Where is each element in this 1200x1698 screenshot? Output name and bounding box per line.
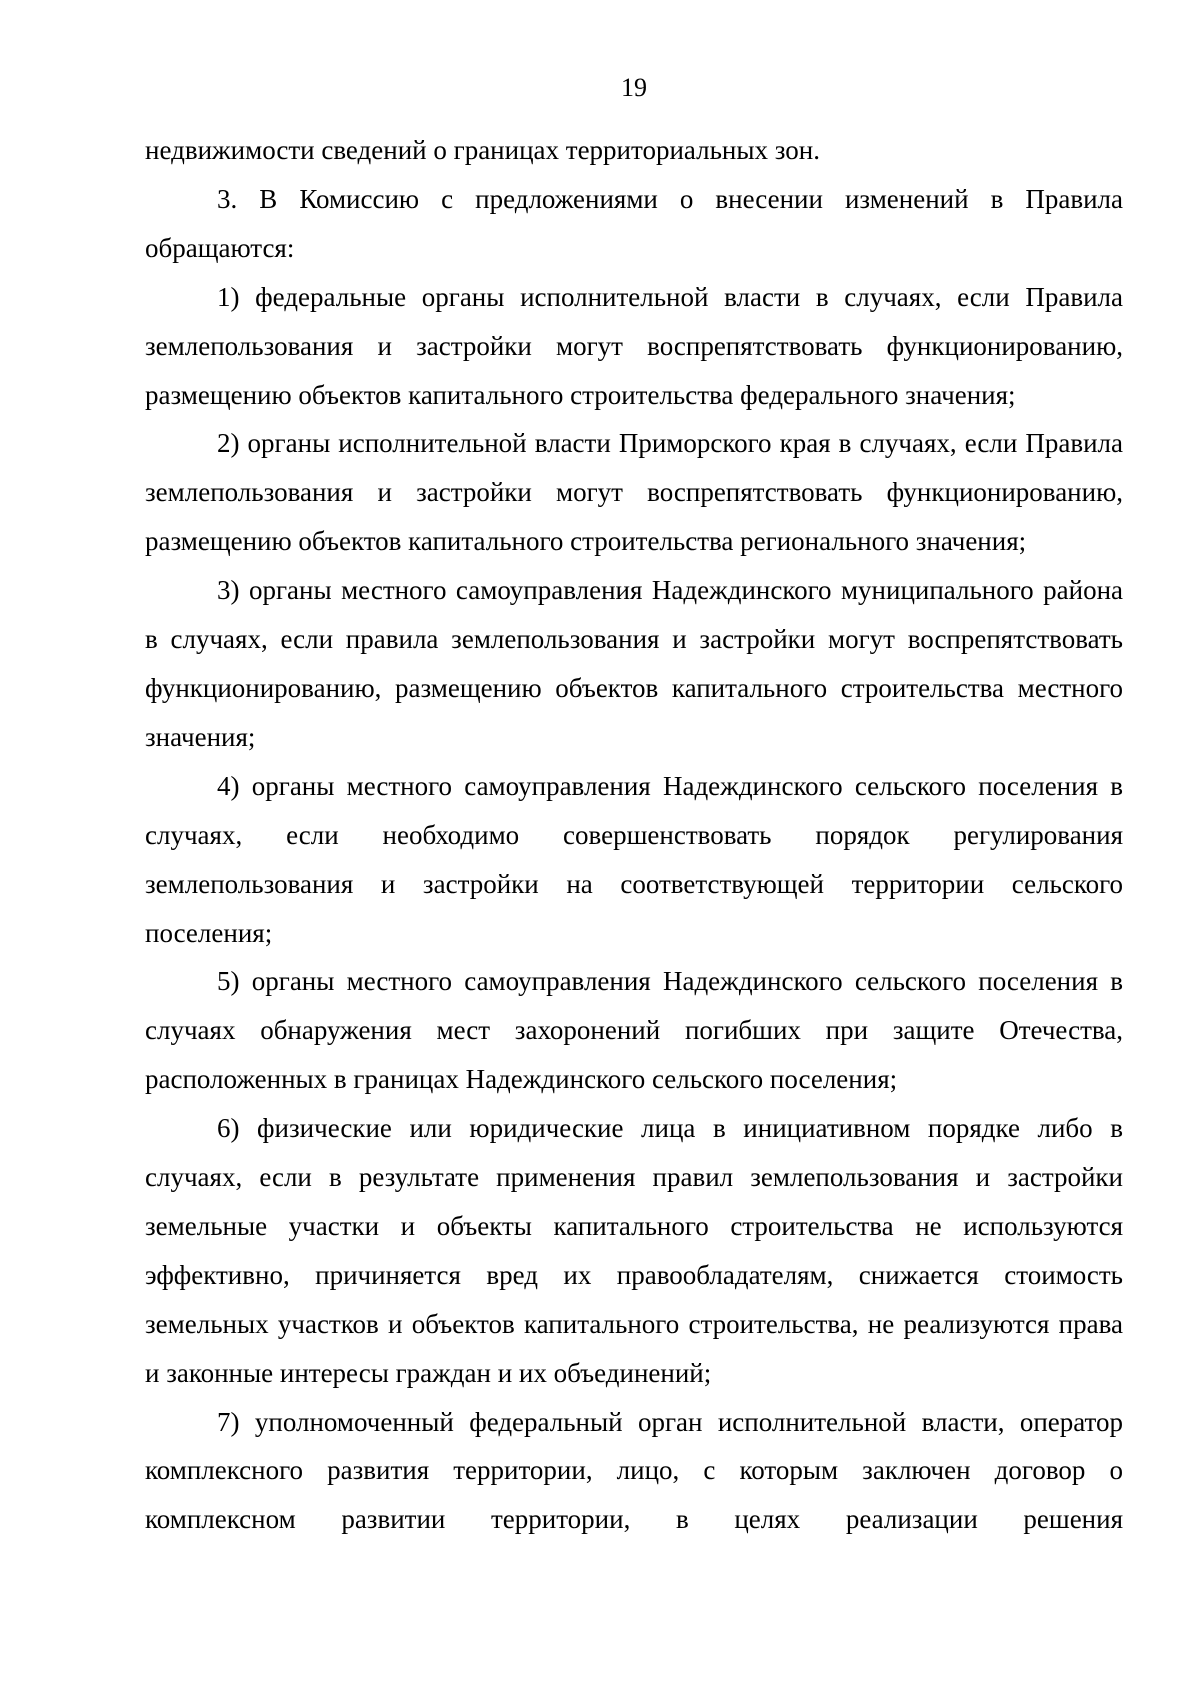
list-item-4: 4) органы местного самоуправления Надеждинского сельского поселения в случаях, если необходимо совершенствовать порядок регулирования землепользования и застройки на соответствующей территории сельского поселения; bbox=[145, 770, 1123, 948]
paragraph-item-3: 3. В Комиссию с предложениями о внесении изменений в Правила обращаются: bbox=[145, 183, 1123, 263]
paragraph-continuation: недвижимости сведений о границах территориальных зон. bbox=[145, 135, 820, 165]
list-item-3: 3) органы местного самоуправления Надеждинского муниципального района в случаях, если правила землепользования и застройки могут воспрепятствовать функционированию, размещению объектов капитального строительства местного значения; bbox=[145, 575, 1123, 752]
list-item-2: 2) органы исполнительной власти Приморского края в случаях, если Правила землепользования и застройки могут воспрепятствовать функционированию, размещению объектов капитального строительства регионального значения; bbox=[145, 428, 1123, 557]
list-item-7: 7) уполномоченный федеральный орган исполнительной власти, оператор комплексного развития территории, лицо, с которым заключен договор о комплексном развитии территории, в целях реализации решения bbox=[145, 1406, 1123, 1535]
list-item-1: 1) федеральные органы исполнительной власти в случаях, если Правила землепользования и застройки могут воспрепятствовать функционированию, размещению объектов капитального строительства федерального значения; bbox=[145, 281, 1123, 410]
list-item-6: 6) физические или юридические лица в инициативном порядке либо в случаях, если в результате применения правил землепользования и застройки земельные участки и объекты капитального строительства не используются эффективно, причиняется вред их правообладателям, снижается стоимость земельных участков и объектов капитального строительства, не реализуются права и законные интересы граждан и их объединений; bbox=[145, 1113, 1123, 1388]
list-item-5: 5) органы местного самоуправления Надеждинского сельского поселения в случаях обнаружения мест захоронений погибших при защите Отечества, расположенных в границах Надеждинского сельского поселения; bbox=[145, 966, 1123, 1095]
document-body bbox=[145, 126, 1123, 1544]
page-number: 19 bbox=[621, 73, 647, 102]
